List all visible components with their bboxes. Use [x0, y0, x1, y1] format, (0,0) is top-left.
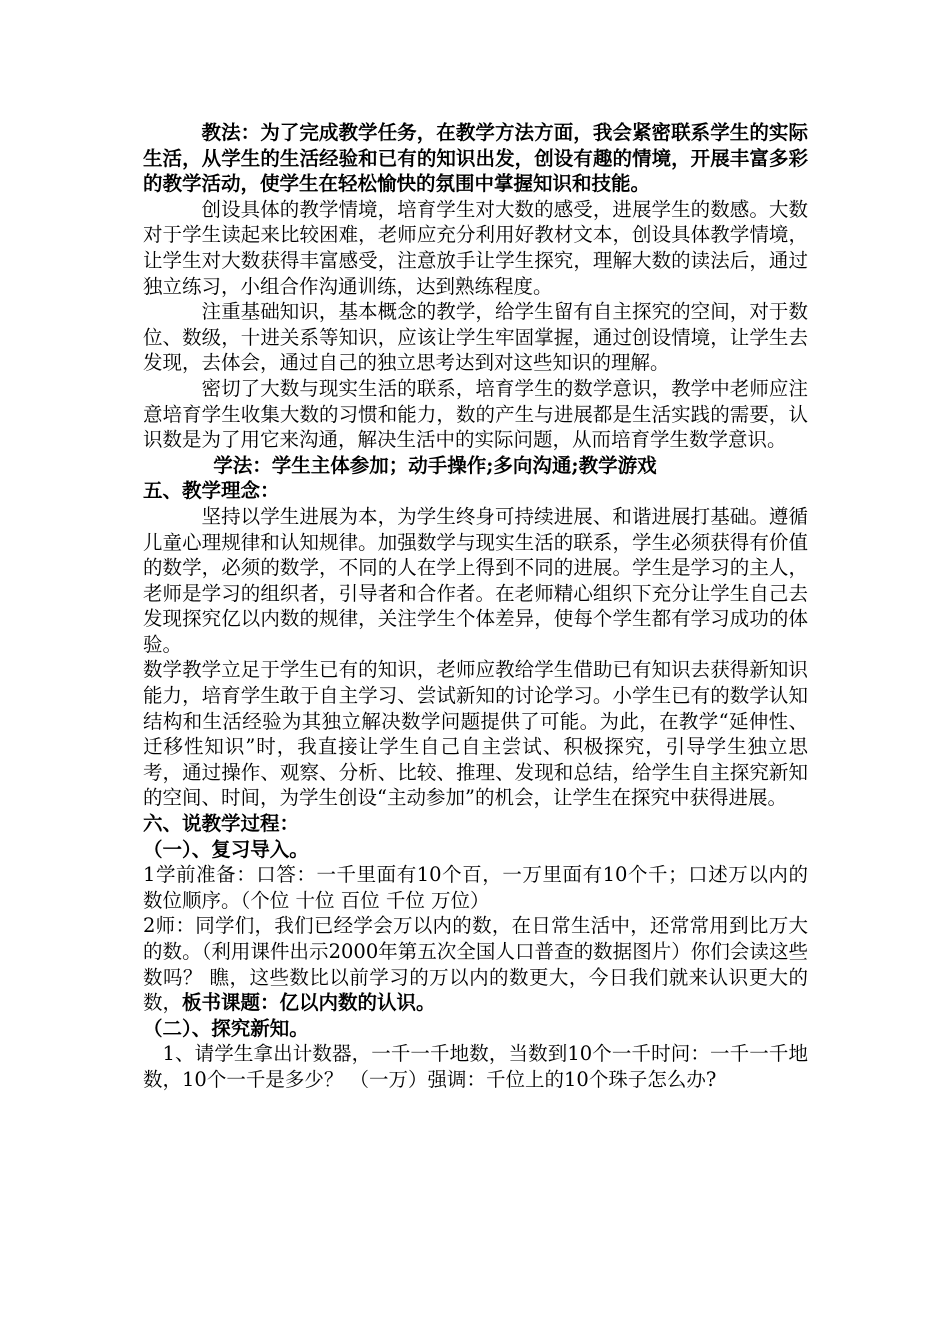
subheading-review: （一）、复习导入。	[143, 837, 309, 861]
learning-method-line: 学法：学生主体参加；动手操作;多向沟通;教学游戏	[213, 453, 657, 477]
board-title-text: 板书课题：亿以内数的认识。	[182, 991, 436, 1015]
paragraph-preparation: 1学前准备：口答：一千里面有10个百，一万里面有10个千；口述万以内的数位顺序。（个位 十位 百位 千位 万位）	[143, 863, 808, 912]
paragraph-teacher-intro	[143, 913, 808, 1015]
paragraph-situation: 创设具体的教学情境，培育学生对大数的感受，进展学生的数感。大数对于学生读起来比较困难，老师应充分利用好教材文本，创设具体教学情境，让学生对大数获得丰富感受，注意放手让学生探究，理解大数的读法后，通过独立练习，小组合作沟通训练，达到熟练程度。	[143, 197, 808, 298]
section-heading-six: 六、说教学过程：	[143, 812, 300, 836]
paragraph-philosophy: 坚持以学生进展为本，为学生终身可持续进展、和谐进展打基础。遵循儿童心理规律和认知规律。加强数学与现实生活的联系，学生必须获得有价值的数学，必须的数学，不同的人在学上得到不同的进展。学生是学习的主人，老师是学习的组织者，引导者和合作者。在老师精心组织下充分让学生自己去发现探究亿以内数的规律，关注学生个体差异，使每个学生都有学习成功的体验。	[143, 504, 808, 656]
paragraph-basics: 注重基础知识，基本概念的教学，给学生留有自主探究的空间，对于数位、数级，十进关系等知识，应该让学生牢固掌握，通过创设情境，让学生去发现，去体会，通过自己的独立思考达到对这些知识的理解。	[143, 300, 808, 375]
teaching-method-paragraph: 教法：为了完成教学任务，在教学方法方面，我会紧密联系学生的实际生活，从学生的生活经验和已有的知识出发，创设有趣的情境，开展丰富多彩的教学活动，使学生在轻松愉快的氛围中掌握知识和技能。	[143, 121, 808, 196]
paragraph-math-teaching: 数学教学立足于学生已有的知识，老师应教给学生借助已有知识去获得新知识能力，培育学生敢于自主学习、尝试新知的讨论学习。小学生已有的数学认知结构和生活经验为其独立解决数学问题提供了可能。为此，在教学“延伸性、迁移性知识”时，我直接让学生自己自主尝试、积极探究，引导学生独立思考，通过操作、观察、分析、比较、推理、发现和总结，给学生自主探究新知的空间、时间，为学生创设“主动参加”的机会，让学生在探究中获得进展。	[143, 658, 808, 810]
teacher-intro-text: 2师：同学们，我们已经学会万以内的数，在日常生活中，还常常用到比万大的数。（利用课件出示2000年第五次全国人口普查的数据图片）你们会读这些数吗？ 瞧，这些数比以前学习的万以内的数更大，今日我们就来认识更大的数，	[143, 914, 808, 1015]
document-page	[143, 120, 808, 1093]
paragraph-abacus: 1、请学生拿出计数器，一千一千地数，当数到10个一千时问：一千一千地数，10个一千是多少？ （一万）强调：千位上的10个珠子怎么办?	[143, 1042, 808, 1091]
section-heading-five: 五、教学理念：	[143, 479, 280, 503]
paragraph-real-life: 密切了大数与现实生活的联系，培育学生的数学意识，教学中老师应注意培育学生收集大数的习惯和能力，数的产生与进展都是生活实践的需要，认识数是为了用它来沟通，解决生活中的实际问题，从而培育学生数学意识。	[143, 376, 808, 452]
subheading-explore: （二）、探究新知。	[143, 1016, 309, 1040]
